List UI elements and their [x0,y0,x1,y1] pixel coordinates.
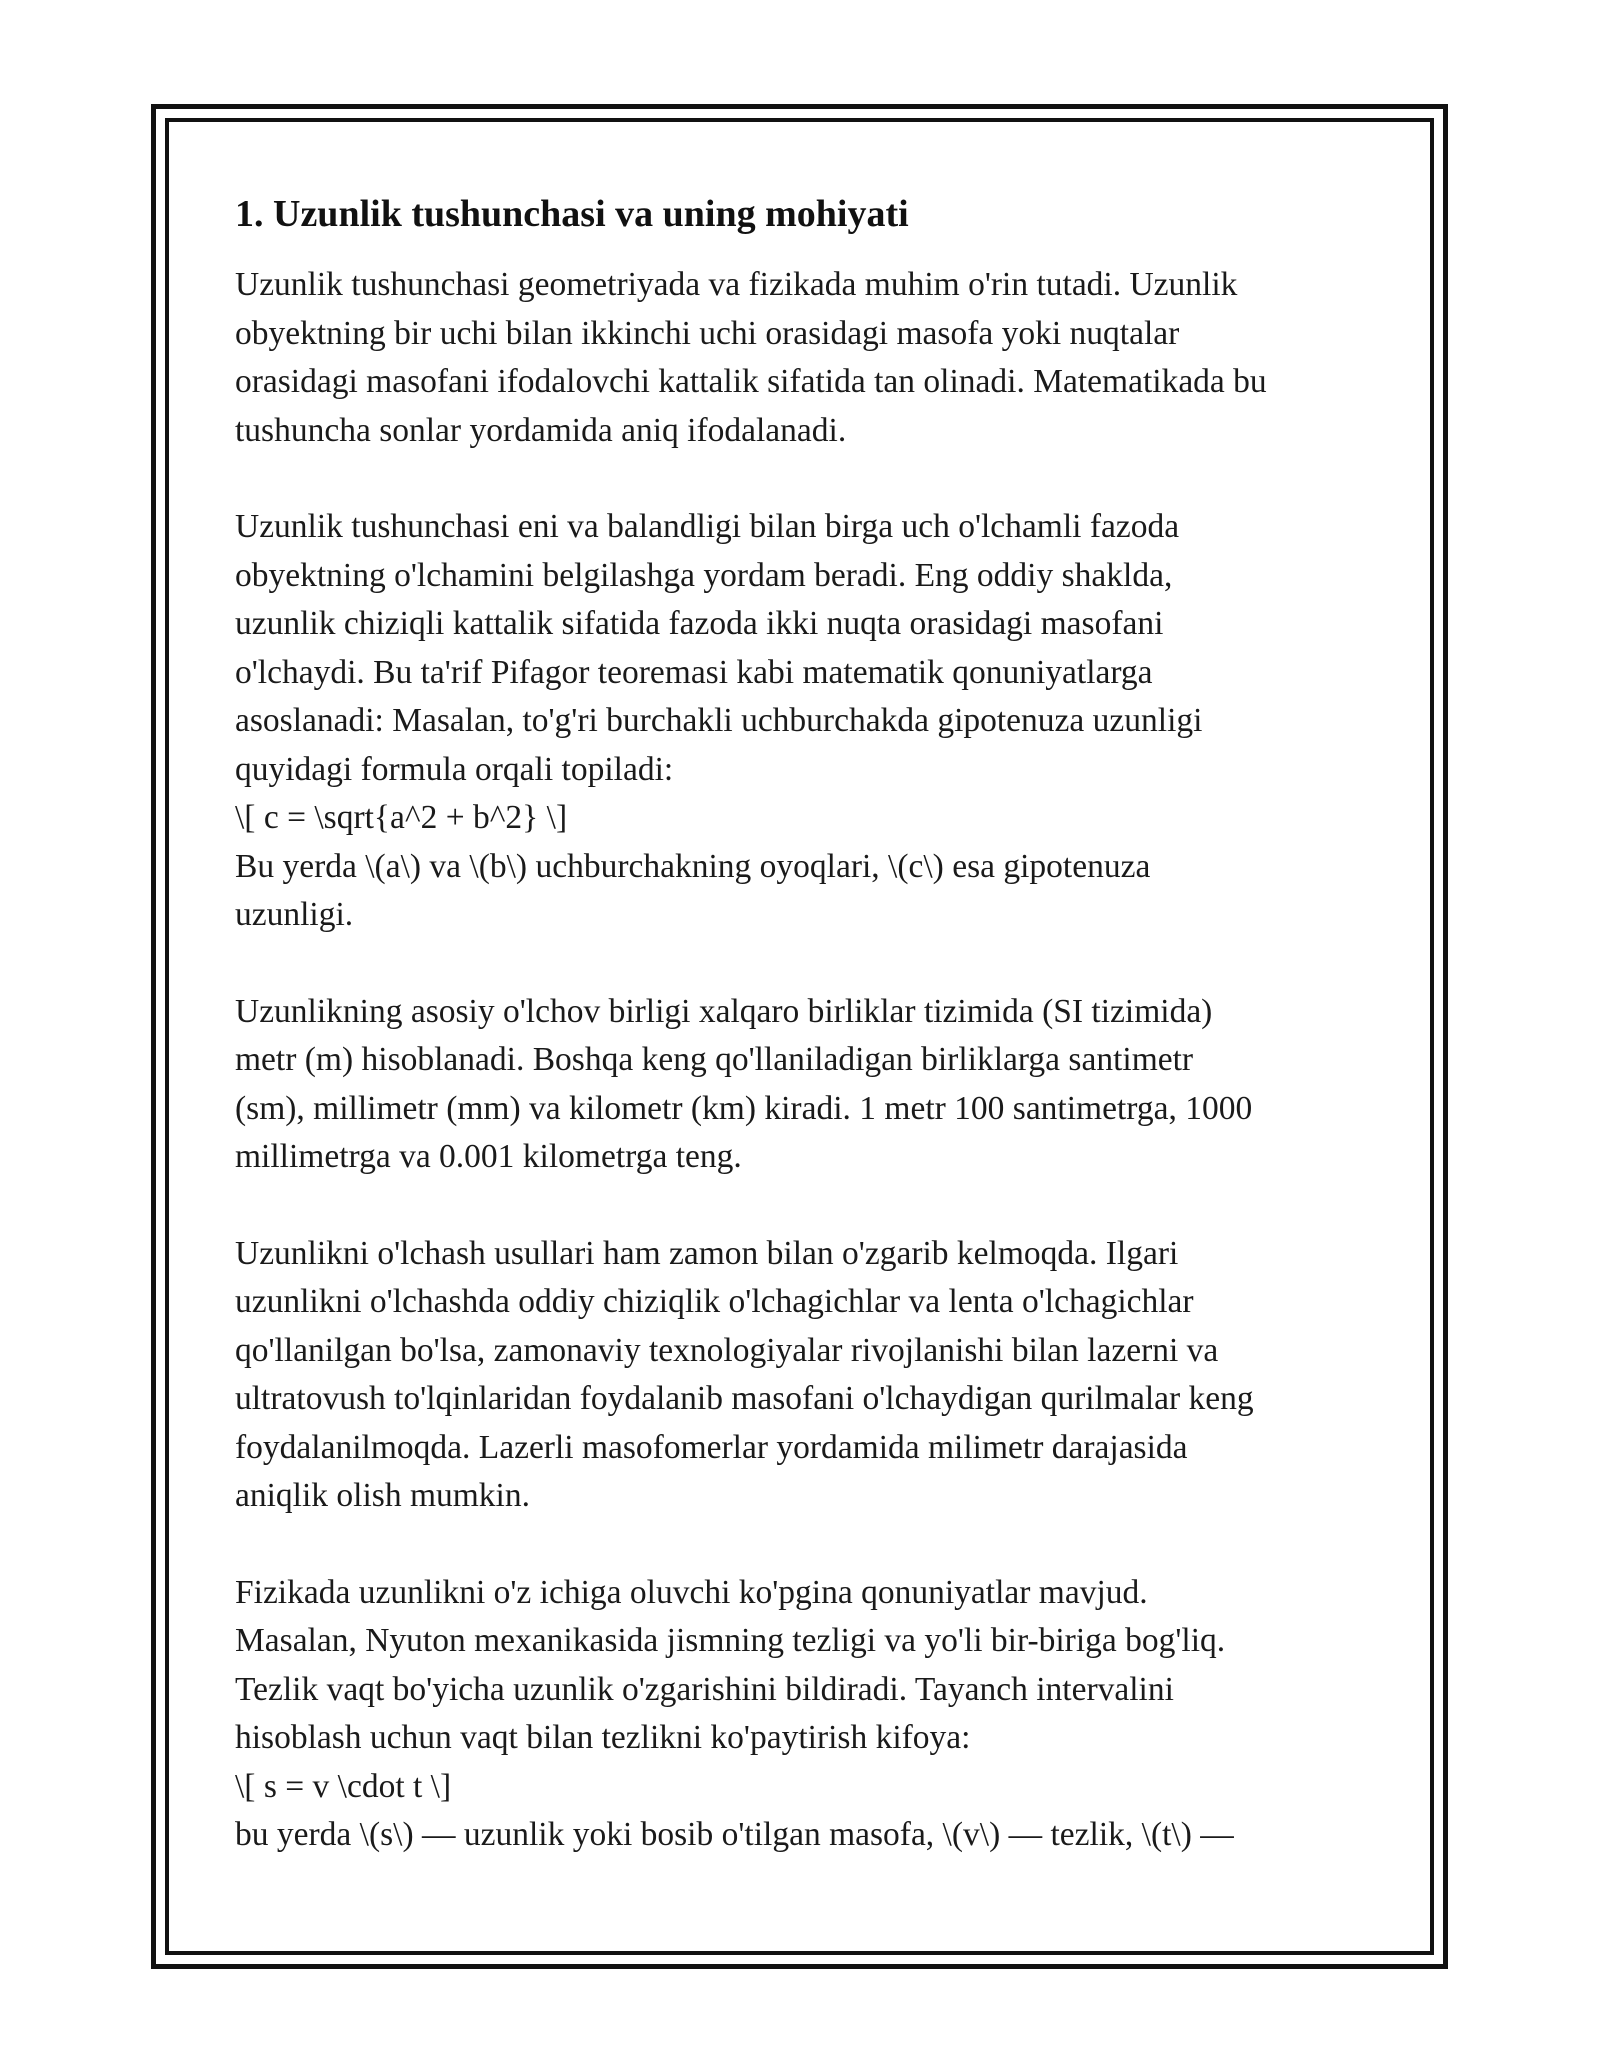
text-line: uzunlikni o'lchashda oddiy chiziqlik o'lchagichlar va lenta o'lchagichlar [235,1283,1194,1321]
text-line: Uzunlikning asosiy o'lchov birligi xalqaro birliklar tizimida (SI tizimida) [235,992,1213,1030]
text-line: aniqlik olish mumkin. [235,1477,530,1515]
paragraph-4 [235,1230,1385,1521]
section-heading: 1. Uzunlik tushunchasi va uning mohiyati [235,193,909,235]
formula-line: \[ s = v \cdot t \] [235,1767,452,1805]
text-line: quyidagi formula orqali topiladi: [235,750,674,788]
text-line: Uzunlikni o'lchash usullari ham zamon bilan o'zgarib kelmoqda. Ilgari [235,1234,1179,1272]
paragraph-2 [235,503,1385,940]
text-line: Uzunlik tushunchasi eni va balandligi bilan birga uch o'lchamli fazoda [235,508,1180,546]
text-line: asoslanadi: Masalan, to'g'ri burchakli uchburchakda gipotenuza uzunligi [235,702,1203,740]
text-line: Fizikada uzunlikni o'z ichiga oluvchi ko'pgina qonuniyatlar mavjud. [235,1573,1148,1611]
paragraph-5 [235,1569,1385,1860]
text-line: Tezlik vaqt bo'yicha uzunlik o'zgarishini bildiradi. Tayanch intervalini [235,1670,1174,1708]
text-line: bu yerda \(s\) — uzunlik yoki bosib o'tilgan masofa, \(v\) — tezlik, \(t\) — [235,1816,1234,1854]
text-line: Bu yerda \(a\) va \(b\) uchburchakning oyoqlari, \(c\) esa gipotenuza [235,847,1151,885]
text-line: uzunlik chiziqli kattalik sifatida fazoda ikki nuqta orasidagi masofani [235,605,1164,643]
text-line: obyektning o'lchamini belgilashga yordam beradi. Eng oddiy shaklda, [235,556,1173,594]
paragraph-1 [235,261,1385,455]
paragraph-3 [235,988,1385,1182]
text-line: Uzunlik tushunchasi geometriyada va fizikada muhim o'rin tutadi. Uzunlik [235,266,1238,304]
text-line: Masalan, Nyuton mexanikasida jismning tezligi va yo'li bir-biriga bog'liq. [235,1622,1226,1660]
text-line: ultratovush to'lqinlaridan foydalanib masofani o'lchaydigan qurilmalar keng [235,1380,1254,1418]
text-line: orasidagi masofani ifodalovchi kattalik sifatida tan olinadi. Matematikada bu [235,363,1267,401]
formula-line: \[ c = \sqrt{a^2 + b^2} \] [235,799,568,837]
text-line: qo'llanilgan bo'lsa, zamonaviy texnologiyalar rivojlanishi bilan lazerni va [235,1331,1219,1369]
text-line: (sm), millimetr (mm) va kilometr (km) kiradi. 1 metr 100 santimetrga, 1000 [235,1089,1253,1127]
text-line: hisoblash uchun vaqt bilan tezlikni ko'paytirish kifoya: [235,1719,971,1757]
text-line: uzunligi. [235,896,354,934]
text-line: millimetrga va 0.001 kilometrga teng. [235,1138,742,1176]
document-body [235,190,1385,1908]
text-line: foydalanilmoqda. Lazerli masofomerlar yordamida milimetr darajasida [235,1428,1188,1466]
text-line: o'lchaydi. Bu ta'rif Pifagor teoremasi kabi matematik qonuniyatlarga [235,653,1153,691]
text-line: metr (m) hisoblanadi. Boshqa keng qo'llaniladigan birliklarga santimetr [235,1041,1194,1079]
text-line: obyektning bir uchi bilan ikkinchi uchi orasidagi masofa yoki nuqtalar [235,314,1180,352]
text-line: tushuncha sonlar yordamida aniq ifodalanadi. [235,411,847,449]
